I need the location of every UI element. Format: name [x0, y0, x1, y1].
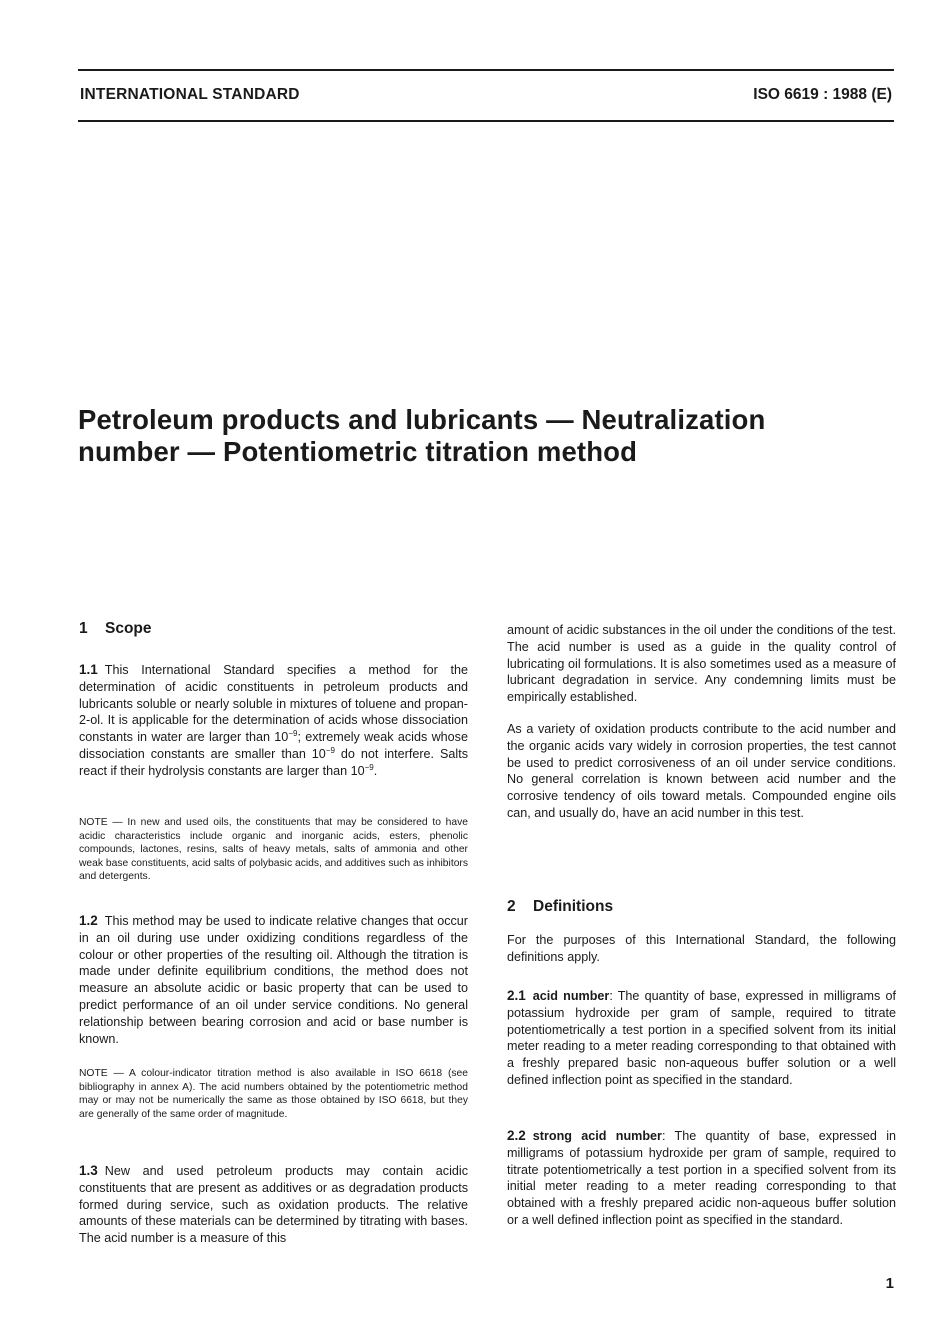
section-title: Definitions [533, 898, 614, 915]
exponent: −9 [364, 762, 374, 772]
standard-number: ISO 6619 : 1988 (E) [753, 86, 892, 103]
section-number: 2 [507, 898, 516, 915]
title-line-1: Petroleum products and lubricants — Neutralization [78, 404, 766, 435]
page-header [78, 86, 894, 108]
definition-text: : The quantity of base, expressed in milligrams of potassium hydroxide per gram of sample, required to titrate potentiometrically a test portion in a specified solvent from its initial meter reading to a meter reading corresponding to that obtained with a freshly prepared basic non-aqueous buffer solution or a well defined inflection point as specified in the standard. [507, 989, 896, 1087]
document-type: INTERNATIONAL STANDARD [80, 86, 300, 103]
scope-corrosion-paragraph: As a variety of oxidation products contribute to the acid number and the organic acids vary widely in corrosion properties, the test cannot be used to predict corrosiveness of an oil under service conditions. No general correlation is known between acid number and the corrosive tendency of oils toward metals. Compounded engine oils can, and usually do, have an acid number in this test. [507, 722, 896, 820]
section-number: 1 [79, 620, 88, 637]
section-heading-definitions [507, 898, 613, 916]
clause-text: do not interfere. Salts react if their hydrolysis constants are larger than 10 [79, 746, 468, 778]
definition-text: : The quantity of base, expressed in milligrams of potassium hydroxide per gram of sample, required to titrate potentiometrically a test portion in a specified solvent from its initial meter reading to a meter reading corresponding to that obtained with a freshly prepared acidic non-aqueous buffer solution or a well defined inflection point as specified in the standard. [507, 1129, 896, 1227]
definition-strong-acid-number [507, 1128, 896, 1229]
clause-text: This International Standard specifies a method for the determination of acidic constituents in petroleum products and lubricants soluble or nearly soluble in mixtures of toluene and propan-2-ol. It is applicable for the determination of acids whose dissociation constants in water are larger than 10 [79, 663, 468, 745]
clause-1-1 [79, 662, 468, 780]
clause-number: 2.1 [507, 988, 526, 1003]
definition-acid-number [507, 988, 896, 1089]
defined-term: strong acid number [532, 1129, 662, 1143]
exponent: −9 [288, 729, 298, 738]
clause-number: 1.2 [79, 913, 98, 928]
clause-text: This method may be used to indicate relative changes that occur in an oil during use under oxidizing conditions regardless of the colour or other properties of the resulting oil. Although the titration is made under definite equilibrium conditions, the method does not measure an absolute acidic or basic property that can be used to predict performance of an oil under service conditions. No general relationship between bearing corrosion and acid or base number is known. [79, 914, 468, 1046]
note-colour-indicator: NOTE — A colour-indicator titration method is also available in ISO 6618 (see bibliography in annex A). The acid numbers obtained by the potentiometric method may or may not be numerically the same as those obtained by ISO 6618, but they are generally of the same order of magnitude. [79, 1068, 468, 1120]
page-number: 1 [885, 1275, 894, 1292]
definitions-intro: For the purposes of this International Standard, the following definitions apply. [507, 933, 896, 964]
note-acidic-constituents: NOTE — In new and used oils, the constituents that may be considered to have acidic characteristics include organic and inorganic acids, esters, phenolic compounds, lactones, resins, salts of heavy metals, salts of ammonia and other weak base constituents, acid salts of polybasic acids, and additives such as inhibitors and detergents. [79, 817, 468, 882]
scope-continuation: amount of acidic substances in the oil under the conditions of the test. The acid number is used as a guide in the quality control of lubricating oil formulations. It is also sometimes used as a measure of lubricant degradation in service. Any condemning limits must be empirically established. [507, 623, 896, 705]
clause-text: New and used petroleum products may contain acidic constituents that are present as additives or as degradation products formed during service, such as oxidation products. The relative amounts of these materials can be determined by titrating with bases. The acid number is a measure of this [79, 1164, 468, 1246]
clause-1-3 [79, 1163, 468, 1247]
section-heading-scope [79, 620, 152, 638]
clause-number: 1.1 [79, 662, 98, 677]
clause-1-2 [79, 913, 468, 1047]
clause-number: 2.2 [507, 1128, 526, 1143]
document-title [78, 404, 878, 468]
defined-term: acid number [532, 989, 610, 1003]
title-line-2: number — Potentiometric titration method [78, 436, 638, 467]
clause-number: 1.3 [79, 1163, 98, 1178]
exponent: −9 [325, 745, 335, 755]
clause-text: ; extremely weak acids whose dissociation constants are smaller than 10 [79, 730, 468, 761]
header-bottom-rule [78, 120, 894, 122]
header-top-rule [78, 69, 894, 71]
section-title: Scope [105, 620, 152, 637]
clause-text: . [373, 763, 378, 778]
